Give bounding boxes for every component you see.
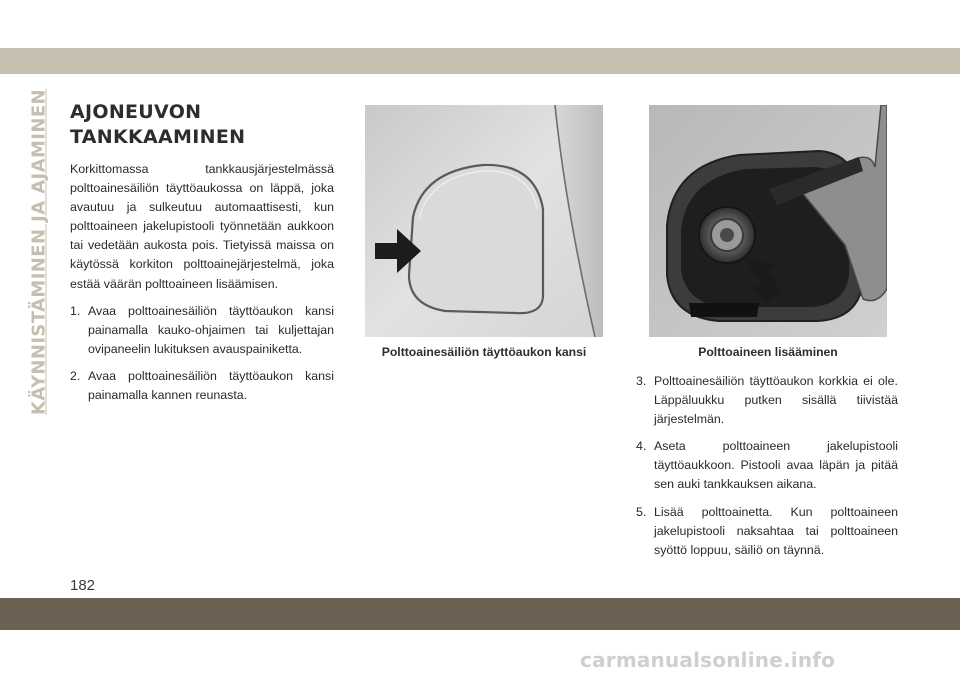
intro-paragraph: Korkittomassa tankkausjärjestelmässä polttoainesäiliön täyttöaukossa on läppä, joka avautuu ja sulkeutuu automaattisesti, kun polttoaineen jakelupistooli työnnetään aukkoon tai vedetään aukosta pois. Tietyissä maissa on käytössä korkiton polttoainejärjestelmä, joka estää väärän polttoaineen lisäämisen.	[70, 162, 334, 291]
fuel-door-illustration	[365, 105, 603, 337]
step-number: 2.	[70, 368, 81, 383]
page-number: 182	[70, 577, 96, 594]
step-text: Polttoainesäiliön täyttöaukon korkkia ei ole. Läppäluukku putken sisällä tiivistää järjestelmän.	[654, 374, 898, 427]
section-title	[70, 100, 334, 150]
section-title-line1: AJONEUVON	[70, 101, 202, 123]
step-4	[636, 437, 898, 494]
step-text: Aseta polttoaineen jakelupistooli täyttöaukkoon. Pistooli avaa läpän ja pitää sen auki tankkauksen aikana.	[654, 439, 898, 492]
left-column	[70, 100, 334, 413]
step-number: 4.	[636, 439, 647, 454]
section-side-tab-label: KÄYNNISTÄMINEN JA AJAMINEN	[28, 89, 50, 415]
step-text: Avaa polttoainesäiliön täyttöaukon kansi painamalla kauko-ohjaimen tai kuljettajan ovipaneelin lukituksen avauspainiketta.	[88, 303, 334, 356]
watermark-text: carmanualsonline.info	[580, 648, 836, 672]
figure-2-caption: Polttoaineen lisääminen	[698, 345, 838, 359]
step-text: Lisää polttoainetta. Kun polttoaineen jakelupistooli naksahtaa tai polttoaineen syöttö loppuu, säiliö on täynnä.	[654, 504, 898, 557]
header-band	[0, 48, 960, 74]
step-number: 5.	[636, 504, 647, 519]
step-2	[70, 367, 334, 405]
step-number: 1.	[70, 303, 81, 318]
fuel-door-figure	[365, 105, 603, 337]
right-column	[636, 372, 898, 568]
step-5	[636, 503, 898, 560]
step-text: Avaa polttoainesäiliön täyttöaukon kansi painamalla kannen reunasta.	[88, 368, 334, 403]
step-number: 3.	[636, 374, 647, 388]
fuel-adding-figure	[649, 105, 887, 337]
section-title-line2: TANKKAAMINEN	[70, 126, 246, 148]
step-1	[70, 302, 334, 359]
footer-band	[0, 598, 960, 630]
figure-1-caption: Polttoainesäiliön täyttöaukon kansi	[381, 345, 587, 359]
step-3	[636, 372, 898, 429]
fuel-filler-illustration	[649, 105, 887, 337]
section-side-tab	[26, 89, 52, 415]
